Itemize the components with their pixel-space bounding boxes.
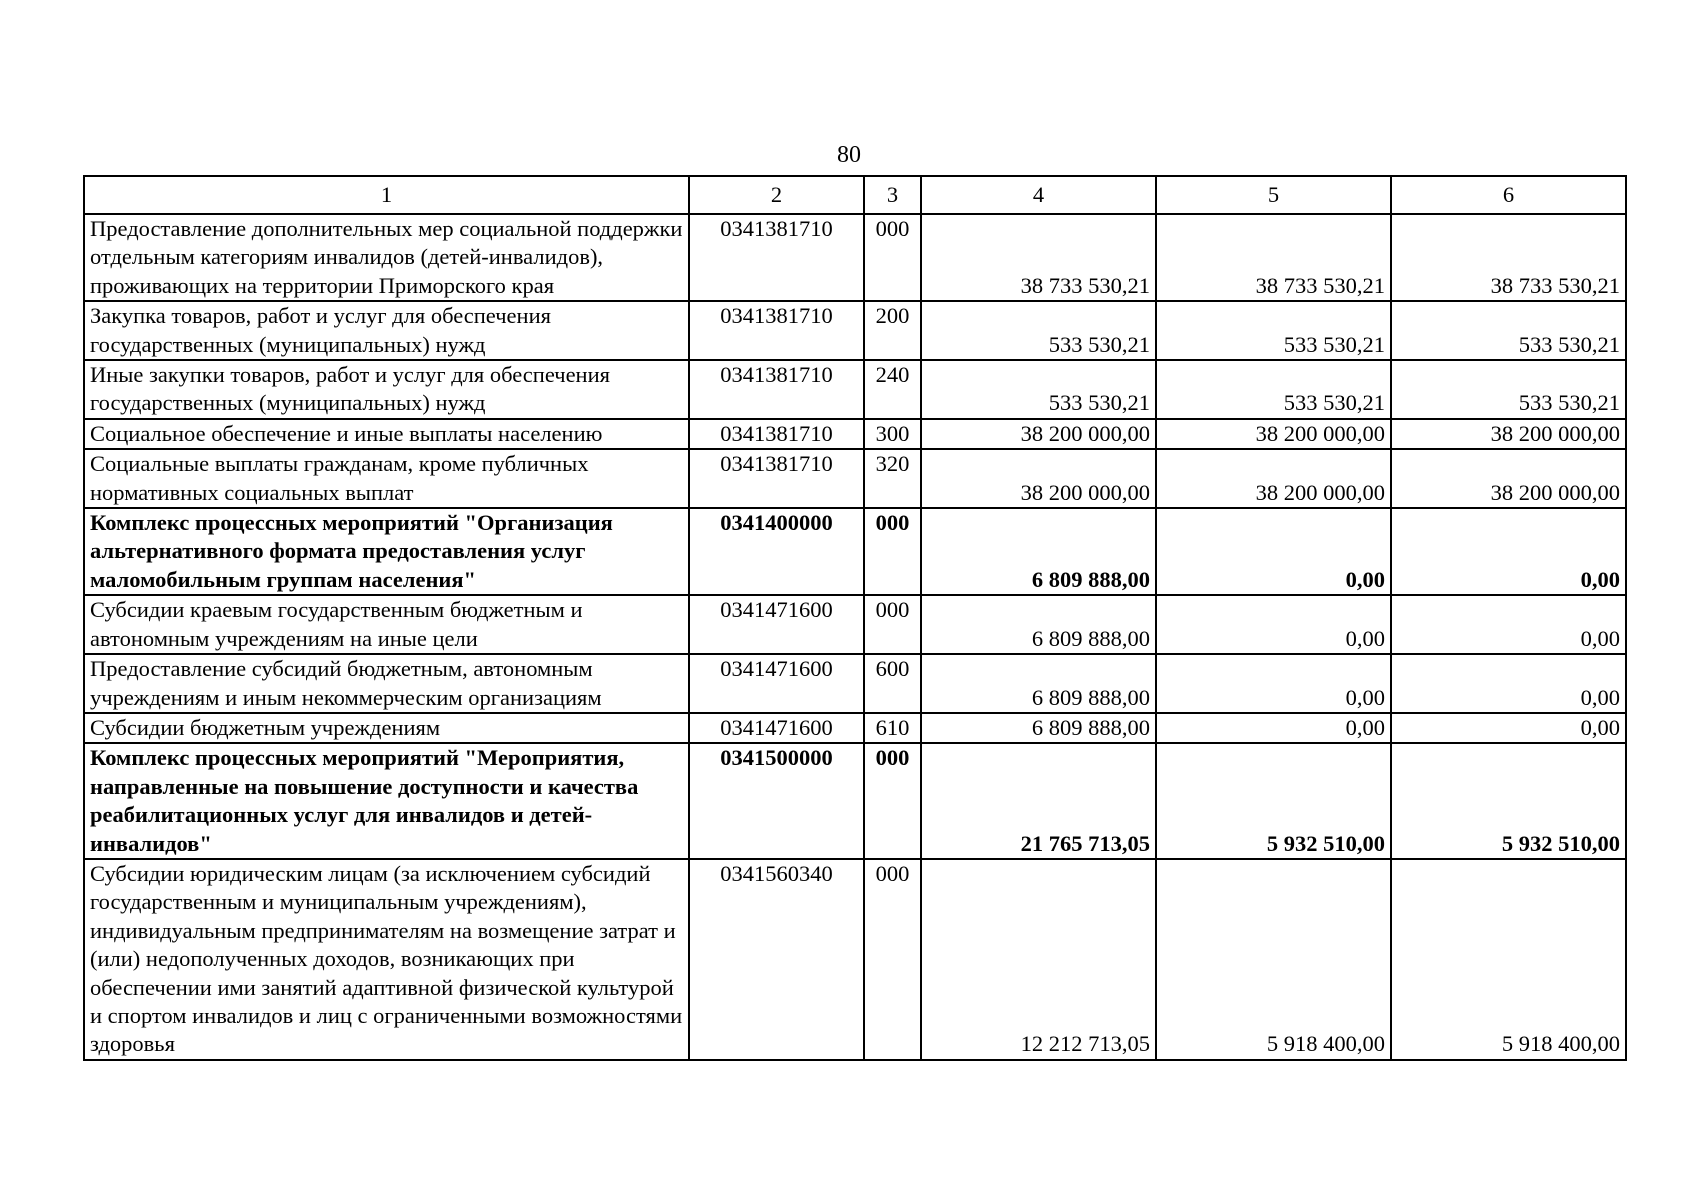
row-code-cell: 0341471600: [689, 713, 864, 743]
row-code-cell: 0341560340: [689, 859, 864, 1060]
row-amount-col4-cell: 6 809 888,00: [921, 508, 1156, 595]
row-amount-col5-cell: 533 530,21: [1156, 360, 1391, 419]
table-row: [84, 301, 1626, 360]
row-name-cell: Предоставление дополнительных мер социальной поддержки отдельным категориям инвалидов (детей-инвалидов), проживающих на территории Приморского края: [84, 214, 689, 301]
row-amount-col5-cell: 38 200 000,00: [1156, 419, 1391, 449]
row-amount-col6-cell: 533 530,21: [1391, 360, 1626, 419]
row-expense-type-cell: 240: [864, 360, 921, 419]
row-amount-col6-cell: 0,00: [1391, 713, 1626, 743]
table-header-row: [84, 176, 1626, 214]
table-row: [84, 419, 1626, 449]
row-amount-col4-cell: 6 809 888,00: [921, 713, 1156, 743]
column-header-6: 6: [1391, 176, 1626, 214]
row-amount-col6-cell: 5 932 510,00: [1391, 743, 1626, 859]
column-header-4: 4: [921, 176, 1156, 214]
row-amount-col4-cell: 38 200 000,00: [921, 419, 1156, 449]
row-name-cell: Социальные выплаты гражданам, кроме публичных нормативных социальных выплат: [84, 449, 689, 508]
row-amount-col4-cell: 6 809 888,00: [921, 595, 1156, 654]
row-amount-col4-cell: 6 809 888,00: [921, 654, 1156, 713]
row-code-cell: 0341400000: [689, 508, 864, 595]
column-header-5: 5: [1156, 176, 1391, 214]
table-body: [84, 214, 1626, 1060]
table-row: [84, 713, 1626, 743]
row-amount-col6-cell: 533 530,21: [1391, 301, 1626, 360]
row-amount-col6-cell: 5 918 400,00: [1391, 859, 1626, 1060]
row-expense-type-cell: 000: [864, 508, 921, 595]
row-code-cell: 0341381710: [689, 214, 864, 301]
row-amount-col6-cell: 0,00: [1391, 654, 1626, 713]
row-code-cell: 0341471600: [689, 595, 864, 654]
table-row: [84, 595, 1626, 654]
row-expense-type-cell: 000: [864, 595, 921, 654]
row-expense-type-cell: 000: [864, 743, 921, 859]
row-code-cell: 0341381710: [689, 301, 864, 360]
row-code-cell: 0341381710: [689, 360, 864, 419]
row-expense-type-cell: 320: [864, 449, 921, 508]
row-amount-col5-cell: 0,00: [1156, 595, 1391, 654]
row-name-cell: Комплекс процессных мероприятий "Организация альтернативного формата предоставления услуг маломобильным группам населения": [84, 508, 689, 595]
row-amount-col5-cell: 5 918 400,00: [1156, 859, 1391, 1060]
table-row: [84, 743, 1626, 859]
row-expense-type-cell: 600: [864, 654, 921, 713]
row-amount-col4-cell: 21 765 713,05: [921, 743, 1156, 859]
row-code-cell: 0341500000: [689, 743, 864, 859]
row-amount-col5-cell: 533 530,21: [1156, 301, 1391, 360]
row-amount-col5-cell: 38 200 000,00: [1156, 449, 1391, 508]
row-amount-col6-cell: 38 733 530,21: [1391, 214, 1626, 301]
table-row: [84, 859, 1626, 1060]
row-amount-col5-cell: 0,00: [1156, 713, 1391, 743]
row-name-cell: Предоставление субсидий бюджетным, автономным учреждениям и иным некоммерческим организациям: [84, 654, 689, 713]
row-code-cell: 0341381710: [689, 419, 864, 449]
table-row: [84, 654, 1626, 713]
row-name-cell: Комплекс процессных мероприятий "Мероприятия, направленные на повышение доступности и качества реабилитационных услуг для инвалидов и детей-инвалидов": [84, 743, 689, 859]
row-amount-col4-cell: 12 212 713,05: [921, 859, 1156, 1060]
row-name-cell: Иные закупки товаров, работ и услуг для обеспечения государственных (муниципальных) нужд: [84, 360, 689, 419]
column-header-2: 2: [689, 176, 864, 214]
budget-table: [83, 175, 1627, 1061]
row-amount-col6-cell: 38 200 000,00: [1391, 419, 1626, 449]
table-row: [84, 508, 1626, 595]
row-amount-col5-cell: 0,00: [1156, 508, 1391, 595]
row-name-cell: Закупка товаров, работ и услуг для обеспечения государственных (муниципальных) нужд: [84, 301, 689, 360]
row-expense-type-cell: 000: [864, 214, 921, 301]
row-name-cell: Субсидии юридическим лицам (за исключением субсидий государственным и муниципальным учреждениям), индивидуальным предпринимателям на возмещение затрат и (или) недополученных доходов, возникающих при обеспечении ими занятий адаптивной физической культурой и спортом инвалидов и лиц с ограниченными возможностями здоровья: [84, 859, 689, 1060]
row-amount-col5-cell: 38 733 530,21: [1156, 214, 1391, 301]
row-expense-type-cell: 200: [864, 301, 921, 360]
row-amount-col5-cell: 0,00: [1156, 654, 1391, 713]
row-amount-col6-cell: 0,00: [1391, 508, 1626, 595]
row-amount-col6-cell: 38 200 000,00: [1391, 449, 1626, 508]
table-row: [84, 449, 1626, 508]
row-amount-col4-cell: 38 733 530,21: [921, 214, 1156, 301]
row-name-cell: Субсидии бюджетным учреждениям: [84, 713, 689, 743]
row-name-cell: Социальное обеспечение и иные выплаты населению: [84, 419, 689, 449]
row-expense-type-cell: 000: [864, 859, 921, 1060]
table-row: [84, 214, 1626, 301]
row-expense-type-cell: 300: [864, 419, 921, 449]
row-amount-col6-cell: 0,00: [1391, 595, 1626, 654]
row-expense-type-cell: 610: [864, 713, 921, 743]
row-code-cell: 0341471600: [689, 654, 864, 713]
row-amount-col4-cell: 533 530,21: [921, 360, 1156, 419]
row-amount-col4-cell: 38 200 000,00: [921, 449, 1156, 508]
row-amount-col4-cell: 533 530,21: [921, 301, 1156, 360]
column-header-3: 3: [864, 176, 921, 214]
row-code-cell: 0341381710: [689, 449, 864, 508]
page-number: 80: [837, 142, 861, 168]
row-name-cell: Субсидии краевым государственным бюджетным и автономным учреждениям на иные цели: [84, 595, 689, 654]
column-header-1: 1: [84, 176, 689, 214]
table-row: [84, 360, 1626, 419]
row-amount-col5-cell: 5 932 510,00: [1156, 743, 1391, 859]
